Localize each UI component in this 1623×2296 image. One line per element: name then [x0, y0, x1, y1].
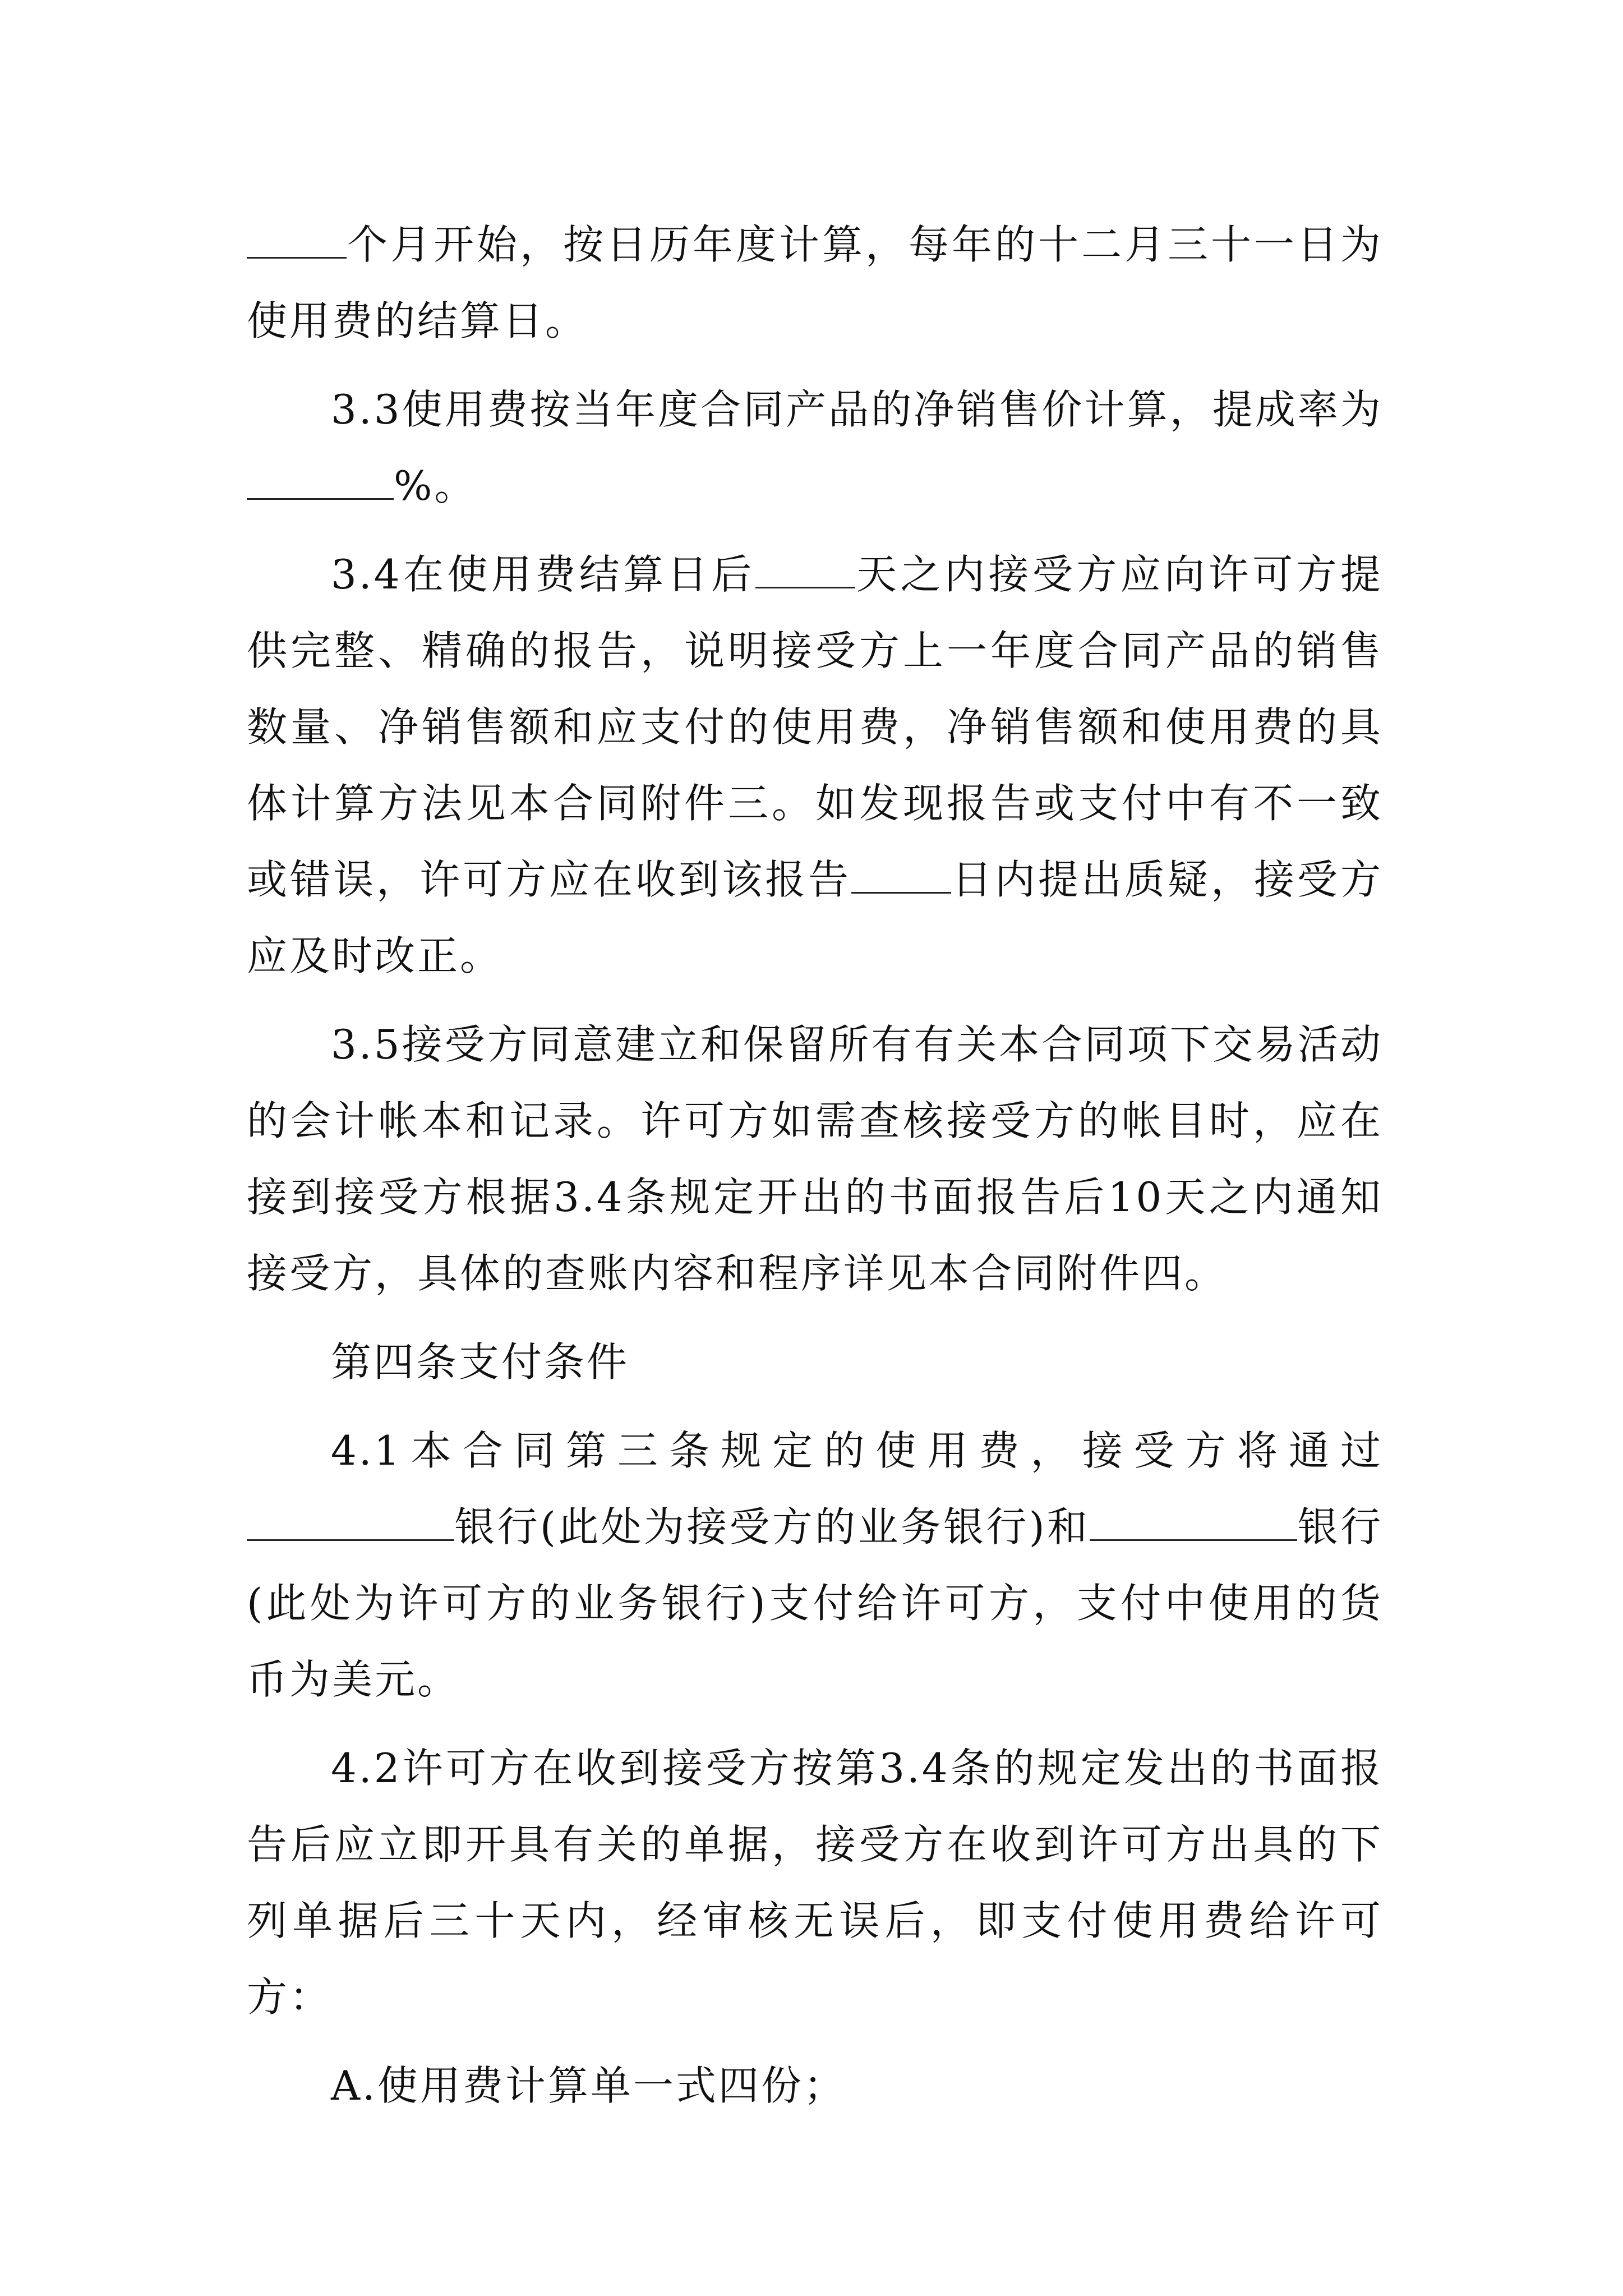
document-body [247, 206, 1383, 2136]
heading-text: 第四条支付条件 [331, 1338, 630, 1386]
paragraph-text: 日内提出质疑，接受方应及时改正。 [247, 856, 1383, 979]
fill-blank[interactable] [851, 857, 951, 894]
fill-blank[interactable] [247, 463, 394, 500]
paragraph-text: 银行(此处为接受方的业务银行)和 [454, 1503, 1090, 1550]
paragraph-4-1 [247, 1412, 1383, 1718]
fill-blank[interactable] [247, 222, 347, 259]
fill-blank[interactable] [1090, 1504, 1297, 1541]
paragraph-text: 4.2许可方在收到接受方按第3.4条的规定发出的书面报告后应立即开具有关的单据，接受方在收到许可方出具的下列单据后三十天内，经审核无误后，即支付使用费给许可方： [247, 1745, 1383, 2021]
paragraph-text: A.使用费计算单一式四份； [331, 2062, 846, 2109]
paragraph-text: 天之内接受方应向许可方提供完整、精确的报告，说明接受方上一年度合同产品的销售数量、净销售额和应支付的使用费，净销售额和使用费的具体计算方法见本合同附件三。如发现报告或支付中有不一致或错误，许可方应在收到该报告 [247, 551, 1383, 903]
paragraph-text: 3.3使用费按当年度合同产品的净销售价计算，提成率为 [331, 386, 1383, 433]
paragraph-continuation [247, 206, 1383, 359]
paragraph-text: 个月开始，按日历年度计算，每年的十二月三十一日为使用费的结算日。 [247, 221, 1383, 344]
article-heading [247, 1324, 1383, 1400]
paragraph-text: %。 [394, 462, 477, 509]
paragraph-3-3 [247, 371, 1383, 524]
paragraph-3-5 [247, 1006, 1383, 1312]
paragraph-text: 3.5接受方同意建立和保留所有有关本合同项下交易活动的会计帐本和记录。许可方如需查核接受方的帐目时，应在接到接受方根据3.4条规定开出的书面报告后10天之内通知接受方，具体的查账内容和程序详见本合同附件四。 [247, 1021, 1383, 1297]
list-item-a [247, 2047, 1383, 2124]
fill-blank[interactable] [755, 552, 855, 588]
paragraph-text: 银行(此处为许可方的业务银行)支付给许可方，支付中使用的货币为美元。 [247, 1503, 1383, 1703]
paragraph-text: 4.1本合同第三条规定的使用费，接受方将通过 [331, 1427, 1383, 1474]
paragraph-4-2 [247, 1730, 1383, 2035]
paragraph-3-4 [247, 536, 1383, 994]
fill-blank[interactable] [247, 1504, 454, 1541]
paragraph-text: 3.4在使用费结算日后 [331, 551, 755, 598]
